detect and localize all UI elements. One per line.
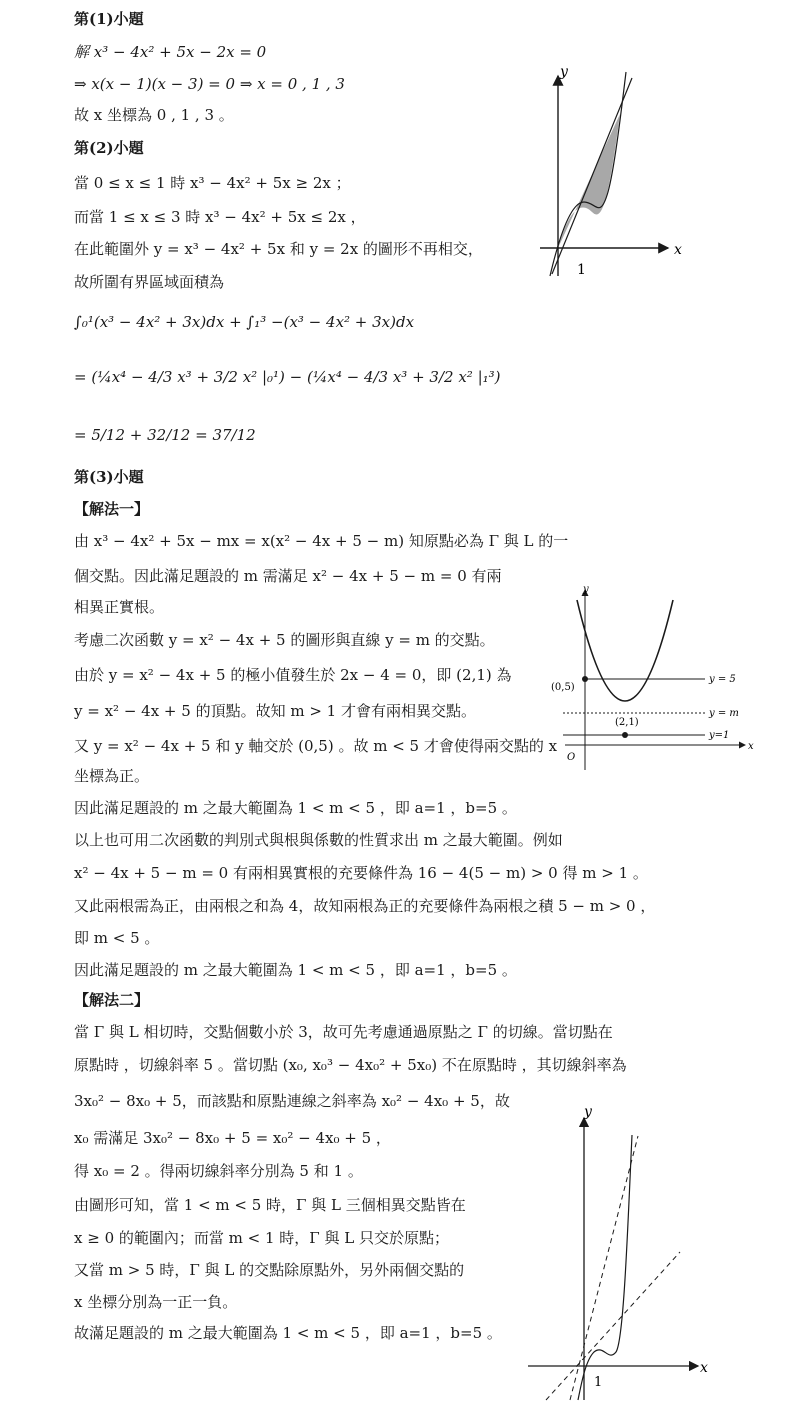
method1-title: 【解法一】 [74,500,150,518]
method1-line-6: y = x² − 4x + 5 的頂點。故知 m > 1 才會有兩相異交點。 [74,702,476,720]
part3-heading: 第(3)小題 [74,468,144,486]
figure1-y-label: y [560,64,568,80]
method2-line-3: 3x₀² − 8x₀ + 5，而該點和原點連線之斜率為 x₀² − 4x₀ + 5，故 [74,1092,510,1110]
cubic-curve [578,1135,632,1400]
method2-line-7: x ≥ 0 的範圍內；而當 m < 1 時，Γ 與 L 只交於原點； [74,1229,449,1247]
method2-line-1: 當 Γ 與 L 相切時，交點個數小於 3，故可先考慮通過原點之 Γ 的切線。當切點在 [74,1023,613,1041]
method1-line-9: 因此滿足題設的 m 之最大範圍為 1 < m < 5 ，即 a=1 ，b=5 。 [74,799,517,817]
part1-line-1: 解 x³ − 4x² + 5x − 2x = 0 [74,43,267,61]
figure3-x-label: x [700,1360,708,1376]
method1-line-12: 又此兩根需為正，由兩根之和為 4，故知兩根為正的充要條件為兩根之積 5 − m > 0 ， [74,897,656,915]
figure2-origin: O [567,752,576,763]
method1-line-14: 因此滿足題設的 m 之最大範圍為 1 < m < 5 ，即 a=1 ，b=5 。 [74,961,517,979]
part1-line-2: ⇒ x(x − 1)(x − 3) = 0 ⇒ x = 0 , 1 , 3 [74,75,345,93]
figure2-line-top: y = 5 [709,674,736,685]
figure2-line-mid: y = m [709,708,739,719]
method2-line-5: 得 x₀ = 2 。得兩切線斜率分別為 5 和 1 。 [74,1162,363,1180]
figure2-point-top: (0,5) [551,682,575,693]
method2-line-10: 故滿足題設的 m 之最大範圍為 1 < m < 5 ，即 a=1 ，b=5 。 [74,1324,502,1342]
method1-line-11: x² − 4x + 5 − m = 0 有兩相異實根的充要條件為 16 − 4(5 − m) > 0 得 m > 1 。 [74,864,648,882]
figure2-x-label: x [748,741,754,752]
figure3-tick-1: 1 [594,1375,603,1390]
point-vertex [622,732,628,738]
parabola-curve [577,600,673,701]
method1-line-4: 考慮二次函數 y = x² − 4x + 5 的圖形與直線 y = m 的交點。 [74,631,495,649]
figure2-y-label: y [583,584,589,595]
method1-line-1: 由 x³ − 4x² + 5x − mx = x(x² − 4x + 5 − m) 知原點必為 Γ 與 L 的一 [74,532,569,550]
part2-line-2: 而當 1 ≤ x ≤ 3 時 x³ − 4x² + 5x ≤ 2x ， [74,208,366,226]
method1-line-8: 坐標為正。 [74,767,150,785]
method2-line-6: 由圖形可知，當 1 < m < 5 時，Γ 與 L 三個相異交點皆在 [74,1196,466,1214]
part2-result: = 5/12 + 32/12 = 37/12 [74,426,256,444]
figure-area-between-curves [510,62,690,287]
part2-heading: 第(2)小題 [74,139,144,157]
method1-line-10: 以上也可用二次函數的判別式與根與係數的性質求出 m 之最大範圍。例如 [74,831,563,849]
figure-parabola [545,582,760,772]
method1-line-5: 由於 y = x² − 4x + 5 的極小值發生於 2x − 4 = 0，即 (2,1) 為 [74,666,512,684]
point-0-5 [582,676,588,682]
part1-heading: 第(1)小題 [74,10,144,28]
method1-line-2: 個交點。因此滿足題設的 m 需滿足 x² − 4x + 5 − m = 0 有兩 [74,567,502,585]
method2-line-2: 原點時 ，切線斜率 5 。當切點 (x₀, x₀³ − 4x₀² + 5x₀) 不在原點時 ，其切線斜率為 [74,1056,627,1074]
figure1-tick-1: 1 [577,262,586,278]
method1-line-7: 又 y = x² − 4x + 5 和 y 軸交於 (0,5) 。故 m < 5 才會使得兩交點的 x [74,737,558,755]
method2-line-4: x₀ 需滿足 3x₀² − 8x₀ + 5 = x₀² − 4x₀ + 5 ， [74,1129,391,1147]
method2-line-9: x 坐標分別為一正一負。 [74,1293,238,1311]
method2-line-8: 又當 m > 5 時，Γ 與 L 的交點除原點外，另外兩個交點的 [74,1261,465,1279]
figure2-vertex: (2,1) [615,717,639,728]
tangent-slope-5 [570,1136,638,1400]
method1-line-3: 相異正實根。 [74,598,165,616]
cubic-curve [550,72,626,276]
part2-line-3: 在此範圍外 y = x³ − 4x² + 5x 和 y = 2x 的圖形不再相交， [74,240,483,258]
method1-line-13: 即 m < 5 。 [74,929,160,947]
figure-tangent-lines [520,1100,720,1405]
part1-line-3: 故 x 坐標為 0 , 1 , 3 。 [74,106,234,124]
method2-title: 【解法二】 [74,991,150,1009]
part2-line-1: 當 0 ≤ x ≤ 1 時 x³ − 4x² + 5x ≥ 2x ； [74,174,351,192]
figure2-line-bottom: y=1 [709,730,730,741]
part2-antiderivative: = (¼x⁴ − 4/3 x³ + 3/2 x² |₀¹) − (¼x⁴ − 4/3 x³ + 3/2 x² |₁³) [74,368,501,386]
part2-integral: ∫₀¹(x³ − 4x² + 3x)dx + ∫₁³ −(x³ − 4x² + 3x)dx [74,313,415,331]
part2-line-4: 故所圍有界區域面積為 [74,273,225,291]
tangent-slope-1 [546,1252,680,1400]
figure3-y-label: y [584,1104,592,1120]
line-y-2x [552,78,632,274]
figure1-x-label: x [674,242,682,258]
